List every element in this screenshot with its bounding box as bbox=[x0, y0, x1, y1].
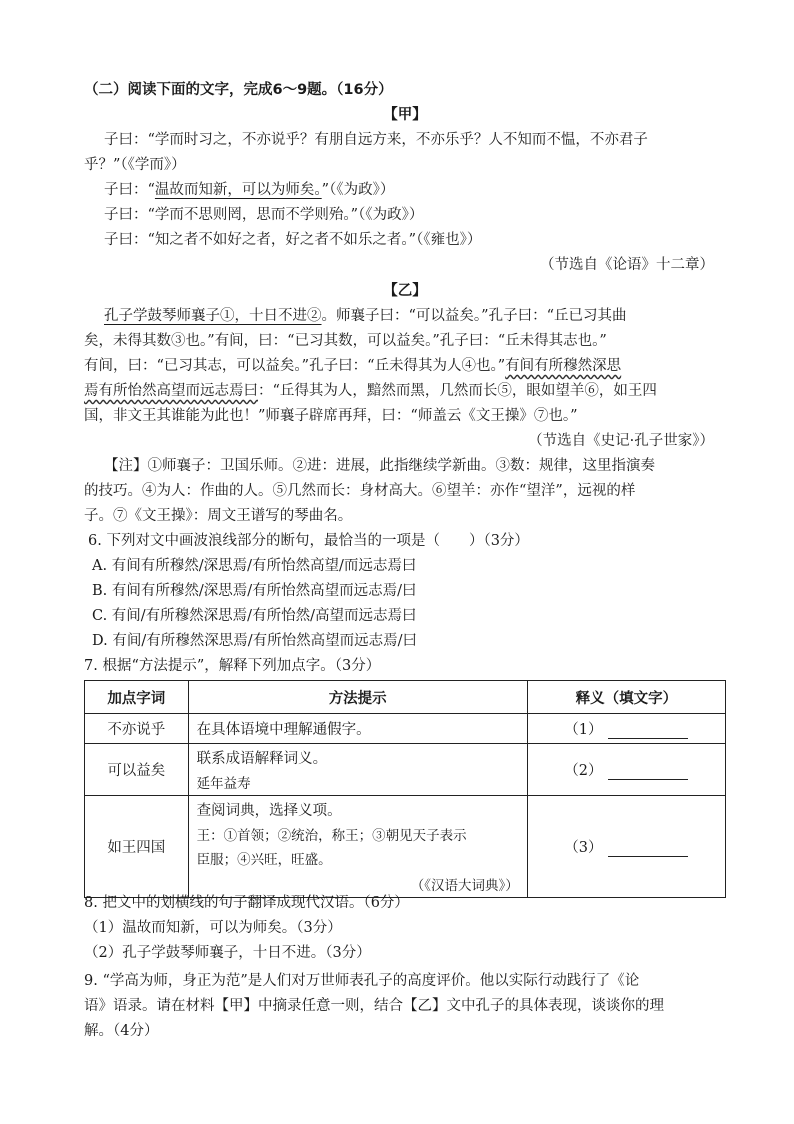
yi-line-3 bbox=[84, 356, 621, 376]
yi-line-3-plain: 有间，曰：“已习其志，可以益矣。”孔子曰：“丘未得其为人④也。” bbox=[84, 358, 506, 374]
notes-line-3: 子。⑦《文王操》：周文王谱写的琴曲名。 bbox=[84, 508, 353, 524]
row1-num: （1） bbox=[564, 722, 603, 738]
notes-line-2: 的技巧。④为人：作曲的人。⑤几然而长：身材高大。⑥望羊：亦作“望洋”，远视的样 bbox=[84, 483, 636, 499]
header-word: 加点字词 bbox=[85, 681, 189, 714]
q9-line-3: 解。（4分） bbox=[84, 1023, 159, 1039]
row2-answer bbox=[527, 744, 725, 796]
jia-title: 【甲】 bbox=[383, 107, 427, 123]
table-row bbox=[85, 714, 726, 744]
row1-hint-1: 在具体语境中理解通假字。 bbox=[196, 722, 371, 738]
q7-stem: 7. 根据“方法提示”，解释下列加点字。（3分） bbox=[84, 658, 381, 674]
row1-answer bbox=[527, 714, 725, 744]
section-heading: （二）阅读下面的文字，完成6～9题。（16分） bbox=[84, 82, 393, 98]
yi-line-1-rest: 。师襄子曰：“可以益矣。”孔子曰：“丘已习其曲 bbox=[321, 308, 627, 324]
q8-sentence-1: （1）温故而知新，可以为师矣。（3分） bbox=[84, 920, 342, 936]
q8-stem: 8. 把文中的划横线的句子翻译成现代汉语。（6分） bbox=[84, 895, 409, 911]
row3-hint bbox=[188, 796, 527, 898]
row3-answer bbox=[527, 796, 725, 898]
q6-option-d: D. 有间/有所穆然深思焉/有所怡然高望而远志焉/曰 bbox=[92, 633, 417, 649]
q6-option-a: A. 有间有所穆然/深思焉/有所怡然高望/而远志焉曰 bbox=[92, 558, 417, 574]
q6-option-b: B. 有间有所穆然/深思焉/有所怡然高望而远志焉/曰 bbox=[92, 583, 417, 599]
header-method: 方法提示 bbox=[188, 681, 527, 714]
answer-blank-2[interactable] bbox=[608, 763, 688, 780]
q9-line-2: 语》语录。请在材料【甲】中摘录任意一则，结合【乙】文中孔子的具体表现，谈谈你的理 bbox=[84, 998, 664, 1014]
notes-line-1: 【注】①师襄子：卫国乐师。②进：进展，此指继续学新曲。③数：规律，这里指演奏 bbox=[104, 458, 655, 474]
yi-line-2: 矣，未得其数③也。”有间，曰：“已习其数，可以益矣。”孔子曰：“丘未得其志也。” bbox=[84, 333, 607, 349]
yi-line-1 bbox=[104, 306, 627, 326]
yi-line-4 bbox=[84, 381, 657, 401]
q6-option-c: C. 有间/有所穆然深思焉/有所怡然/高望而远志焉曰 bbox=[92, 608, 417, 624]
jia-line-3-suffix: ”（《为政》） bbox=[321, 182, 395, 198]
q6-stem: 6. 下列对文中画波浪线部分的断句，最恰当的一项是（ ）（3分） bbox=[88, 533, 529, 549]
yi-wavy-part-2: 焉有所怡然高望而远志焉曰 bbox=[84, 383, 258, 399]
table-row bbox=[85, 796, 726, 898]
table-row bbox=[85, 744, 726, 796]
jia-line-2: 乎？”（《学而》） bbox=[84, 157, 186, 173]
jia-source: （节选自《论语》十二章） bbox=[540, 257, 714, 273]
jia-line-1: 子曰：“学而时习之，不亦说乎？有朋自远方来，不亦乐乎？人不知而不愠，不亦君子 bbox=[104, 132, 648, 148]
row2-hint bbox=[188, 744, 527, 796]
answer-blank-1[interactable] bbox=[608, 722, 688, 739]
row3-hint-3: 臣服；④兴旺，旺盛。 bbox=[196, 852, 332, 868]
jia-line-4: 子曰：“学而不思则罔，思而不学则殆。”（《为政》） bbox=[104, 207, 424, 223]
jia-underlined-sentence: 温故而知新，可以为师矣。 bbox=[154, 182, 322, 198]
jia-line-5: 子曰：“知之者不如好之者，好之者不如乐之者。”（《雍也》） bbox=[104, 232, 482, 248]
jia-line-3 bbox=[104, 180, 394, 200]
yi-line-4-rest: ：“丘得其为人，黯然而黑，几然而长⑤，眼如望羊⑥，如王四 bbox=[258, 383, 657, 399]
row3-hint-4: （《汉语大词典》） bbox=[410, 878, 519, 894]
yi-wavy-part-1: 有间有所穆然深思 bbox=[505, 358, 622, 374]
row1-word: 不亦说乎 bbox=[85, 714, 189, 744]
jia-line-3-prefix: 子曰：“ bbox=[104, 182, 155, 198]
yi-source: （节选自《史记·孔子世家》） bbox=[528, 433, 714, 449]
table-header-row bbox=[85, 681, 726, 714]
row1-hint bbox=[188, 714, 527, 744]
row3-num: （3） bbox=[564, 840, 603, 856]
yi-underlined-sentence: 孔子学鼓琴师襄子①，十日不进② bbox=[104, 308, 322, 324]
yi-line-5: 国，非文王其谁能为此也！”师襄子辟席再拜，曰：“师盖云《文王操》⑦也。” bbox=[84, 408, 578, 424]
header-meaning: 释义（填文字） bbox=[527, 681, 725, 714]
row2-word: 可以益矣 bbox=[85, 744, 189, 796]
method-table bbox=[84, 680, 726, 898]
q9-line-1: 9. “学高为师，身正为范”是人们对万世师表孔子的高度评价。他以实际行动践行了《论 bbox=[84, 973, 640, 989]
row2-hint-2: 延年益寿 bbox=[196, 776, 251, 792]
row3-hint-1: 查阅词典，选择义项。 bbox=[196, 803, 342, 819]
row3-word: 如王四国 bbox=[85, 796, 189, 898]
yi-title: 【乙】 bbox=[383, 283, 427, 299]
row2-hint-1: 联系成语解释词义。 bbox=[196, 751, 328, 767]
row3-hint-2: 王：①首领；②统治，称王；③朝见天子表示 bbox=[196, 828, 467, 844]
answer-blank-3[interactable] bbox=[608, 840, 688, 857]
row2-num: （2） bbox=[564, 763, 603, 779]
q8-sentence-2: （2）孔子学鼓琴师襄子，十日不进。（3分） bbox=[84, 945, 371, 961]
